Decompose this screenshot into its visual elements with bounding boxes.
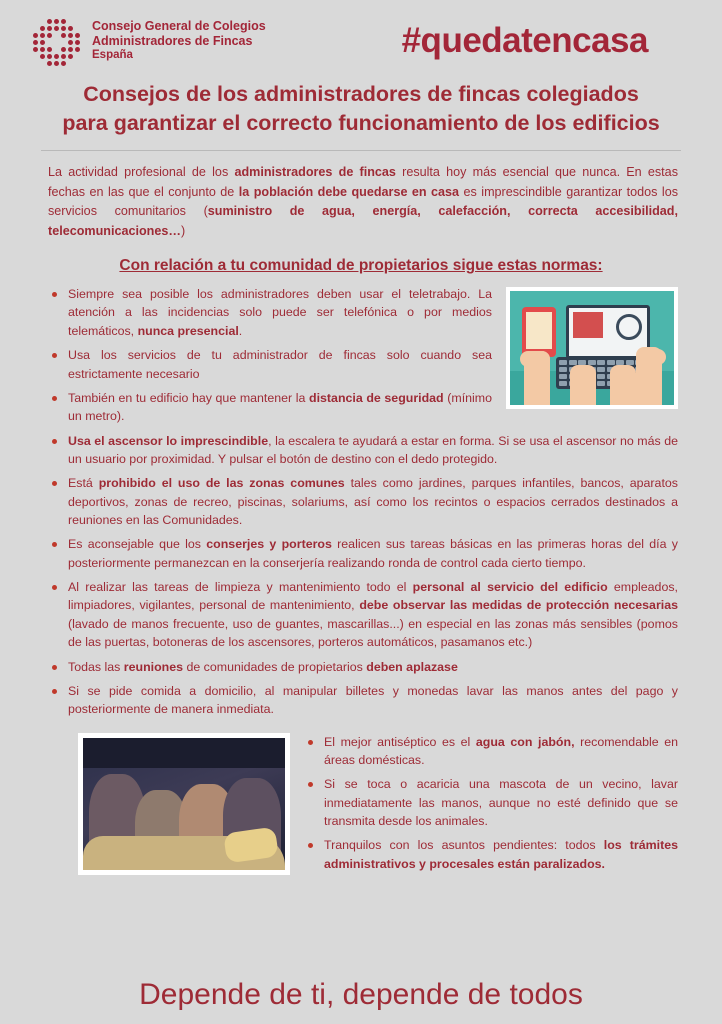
page-title-line-2: para garantizar el correcto funcionamiento de los edificios <box>62 111 660 136</box>
intro-part-2: administradores de fincas <box>234 165 396 180</box>
intro-part-6: suministro de agua, energía, calefacción, correcta accesibilidad, telecomunicaciones… <box>48 204 678 238</box>
hygiene-item-text: los trámites administrativos y procesales están paralizados. <box>324 838 678 871</box>
hygiene-item <box>304 775 678 830</box>
hygiene-item-text: El mejor antiséptico es el <box>324 734 476 749</box>
rules-list <box>48 285 678 719</box>
rule-item-text: deben aplazase <box>366 659 458 674</box>
family-photo <box>78 733 290 875</box>
intro-part-4: la población debe quedarse en casa <box>238 184 460 199</box>
title-divider <box>41 150 681 151</box>
rule-item-text: prohibido el uso de las zonas comunes <box>98 476 345 491</box>
rule-item-text: (lavado de manos frecuente, uso de guantes, mascarillas...) en especial en las zonas más sensibles (pomos de las puertas, botoneras de los ascensores, porteros automáticos, pasamanos etc.) <box>68 616 678 650</box>
rule-item <box>48 285 678 340</box>
rule-item-text: Al realizar las tareas de limpieza y mantenimiento todo el <box>68 580 413 595</box>
intro-part-7: ) <box>180 223 186 238</box>
rule-item <box>48 578 678 651</box>
hygiene-item <box>304 836 678 873</box>
rule-item-text: de comunidades de propietarios <box>183 659 367 674</box>
bottom-section <box>0 725 722 880</box>
rule-item <box>48 682 678 719</box>
rule-item-text: conserjes y porteros <box>206 537 332 552</box>
logo-line-2: Administradores de Fincas <box>92 34 253 49</box>
rule-item-text: tales como jardines, parques infantiles, bancos, aparatos deportivos, zonas de recreo, piscinas, solariums, así como los recintos o espacios cerrados destinados a reuniones en las Comunidades. <box>68 476 678 528</box>
rule-item-text: Usa el ascensor lo imprescindible <box>68 433 269 448</box>
rule-item-text: empleados, limpiadores, vigilantes, personal de mantenimiento, <box>68 580 678 613</box>
rule-item-text: personal al servicio del edificio <box>412 580 608 595</box>
rule-item <box>48 432 678 469</box>
rule-item-text: distancia de seguridad <box>309 390 444 405</box>
poster-header <box>0 0 722 74</box>
rule-item-text: nunca presencial <box>137 323 239 338</box>
page-title <box>0 74 722 148</box>
rule-item-text: Siempre sea posible los administradores deben usar el teletrabajo. La atención a las incidencias solo puede ser telefónica o por medios telemáticos, <box>68 287 492 338</box>
rule-item-text: realicen sus tareas básicas en las primeras horas del día y posteriormente permanezcan en la conserjería realizando ronda de control cada cierto tiempo. <box>68 537 678 570</box>
intro-paragraph <box>0 163 722 241</box>
organization-logo <box>30 15 266 67</box>
rule-item-text: También en tu edificio hay que mantener la <box>68 390 310 405</box>
footer-slogan: Depende de ti, depende de todos <box>139 978 583 1011</box>
intro-part-1: La actividad profesional de los <box>48 165 235 180</box>
logo-dots-icon <box>30 15 82 67</box>
section-heading: Con relación a tu comunidad de propietarios sigue estas normas: <box>119 257 603 275</box>
hygiene-item-text: recomendable en áreas domésticas. <box>324 734 678 767</box>
rule-item-text: Usa los servicios de tu administrador de fincas solo cuando sea estrictamente necesario <box>68 348 492 381</box>
hygiene-list <box>304 733 678 880</box>
rule-item <box>48 474 678 529</box>
rule-item <box>48 658 678 676</box>
logo-line-3: España <box>92 48 133 61</box>
rule-item-text: debe observar las medidas de protección necesarias <box>359 598 678 613</box>
rule-item <box>48 389 678 426</box>
rule-item-text: Está <box>68 476 99 491</box>
rule-item-text: Todas las <box>68 659 124 674</box>
rules-section <box>0 285 722 719</box>
hygiene-item-text: agua con jabón, <box>475 734 575 749</box>
rule-item-text: (mínimo un metro). <box>68 390 492 424</box>
logo-line-1: Consejo General de Colegios <box>92 19 266 34</box>
intro-part-3: resulta hoy más esencial que nunca. En estas fechas en las que el conjunto de <box>48 165 678 199</box>
intro-part-5: es imprescindible garantizar todos los servicios comunitarios ( <box>48 184 679 219</box>
rule-item-text: Si se pide comida a domicilio, al manipular billetes y monedas lavar las manos antes del pago y posteriormente de manera inmediata. <box>68 683 678 717</box>
rule-item-text: reuniones <box>123 659 184 674</box>
logo-text <box>92 19 266 62</box>
page-title-line-1: Consejos de los administradores de fincas colegiados <box>83 82 639 106</box>
rule-item-text: Es aconsejable que los <box>68 537 207 552</box>
rule-item <box>48 346 678 383</box>
hygiene-item-text: Si se toca o acaricia una mascota de un vecino, lavar inmediatamente las manos, aunque no esté definido que se transmita desde los animales. <box>324 777 678 829</box>
hashtag-quedatencasa: #quedatencasa <box>401 21 648 60</box>
rule-item-text: , la escalera te ayudará a estar en forma. Si se usa el ascensor no más de un usuario por proximidad. Y pulsar el botón de destino con el dedo protegido. <box>68 433 679 466</box>
rule-item <box>48 535 678 572</box>
hygiene-item <box>304 733 678 770</box>
hygiene-item-text: Tranquilos con los asuntos pendientes: todos <box>324 838 604 853</box>
rule-item-text: . <box>238 323 243 338</box>
